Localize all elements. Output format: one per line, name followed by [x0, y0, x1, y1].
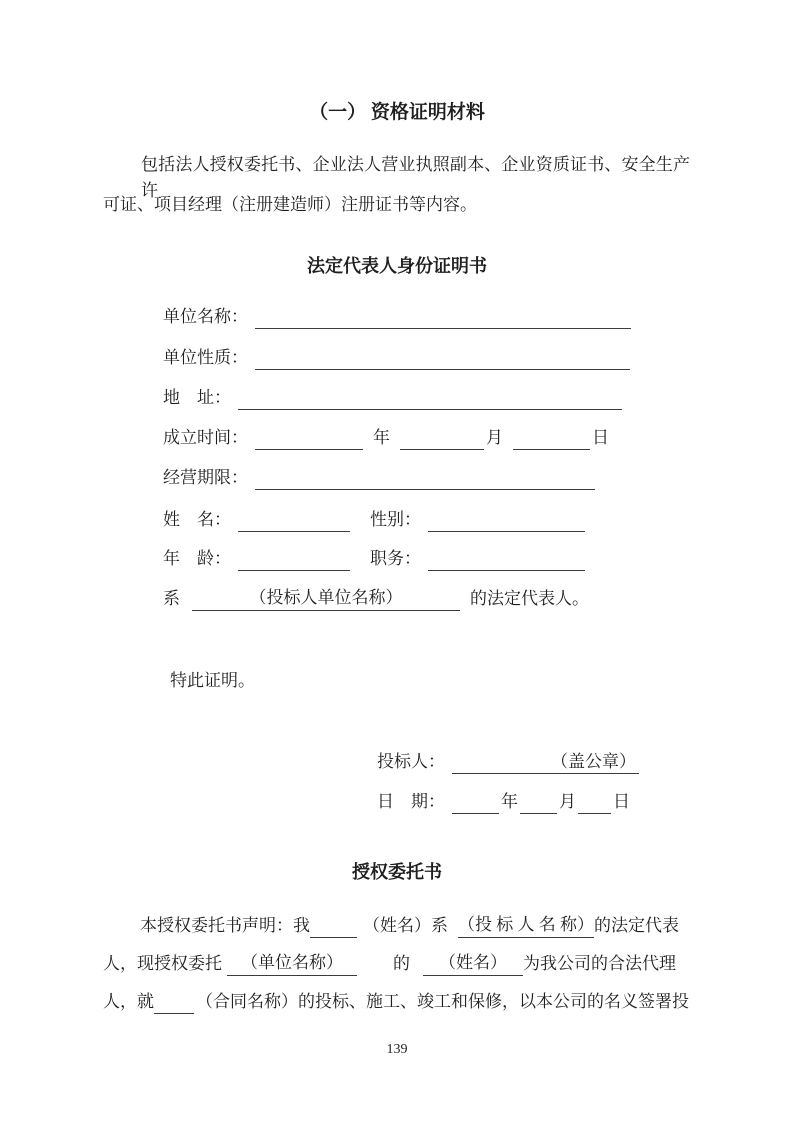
authorization-line2: [103, 951, 676, 976]
auth-line1-pre: 本授权委托书声明：我: [140, 916, 310, 935]
section-title-qualification: （一） 资格证明材料: [309, 102, 485, 123]
auth-line3-post: （合同名称）的投标、施工、竣工和保修，以本公司的名义签署投: [196, 992, 689, 1011]
authorization-line3: [103, 989, 689, 1014]
duty-label: 职务：: [370, 549, 421, 568]
bidder-seal-blank: （盖公章）: [452, 750, 639, 774]
date-year-blank: [452, 789, 499, 814]
name-label: 姓 名：: [163, 510, 231, 529]
founded-month-unit: 月: [486, 428, 503, 447]
form-row-age-duty: [163, 546, 585, 571]
page-number: 139: [386, 1042, 408, 1057]
unit-name-blank: [255, 304, 631, 329]
founded-day-blank: [513, 425, 590, 450]
date-month-blank: [520, 789, 557, 814]
form-row-name-gender: [163, 507, 585, 532]
auth-agent-name-hint-blank: （姓名）: [423, 951, 523, 976]
date-day-unit: 日: [613, 792, 630, 811]
is-suffix-label: 的法定代表人。: [470, 589, 589, 608]
duty-blank: [428, 546, 585, 571]
auth-line1-post: 的法定代表: [594, 916, 679, 935]
address-label: 地 址：: [163, 388, 231, 407]
founded-year-blank: [255, 425, 363, 450]
term-blank: [255, 465, 595, 490]
auth-line2-pre: 人，现授权委托: [103, 954, 222, 973]
unit-type-label: 单位性质：: [163, 348, 248, 367]
certificate-title: 法定代表人身份证明书: [307, 256, 487, 276]
date-month-unit: 月: [559, 792, 576, 811]
qualification-paragraph-line2: 可证、项目经理（注册建造师）注册证书等内容。: [103, 195, 477, 214]
unit-type-blank: [255, 345, 630, 370]
auth-line2-mid: 的: [393, 954, 410, 973]
bidder-unit-hint-blank: （投标人单位名称）: [192, 586, 460, 611]
form-row-is-representative: [163, 586, 589, 611]
auth-name-blank: [310, 913, 357, 938]
date-day-blank: [578, 789, 611, 814]
founded-month-blank: [400, 425, 484, 450]
unit-name-label: 单位名称：: [163, 307, 248, 326]
age-label: 年 龄：: [163, 549, 231, 568]
auth-line2-post: 为我公司的合法代理: [523, 954, 676, 973]
auth-line1-name-hint: （姓名）系: [363, 916, 448, 935]
address-blank: [238, 385, 622, 410]
certificate-statement: 特此证明。: [170, 671, 255, 690]
founded-label: 成立时间：: [163, 428, 248, 447]
signature-row-date: [377, 789, 630, 814]
auth-bidder-name-hint-blank: （投 标 人 名 称）: [458, 913, 594, 938]
date-label: 日 期：: [377, 792, 445, 811]
is-prefix-label: 系: [163, 589, 180, 608]
auth-contract-blank: [154, 989, 194, 1014]
auth-line3-pre: 人，就: [103, 992, 154, 1011]
founded-day-unit: 日: [592, 428, 609, 447]
term-label: 经营期限：: [163, 468, 248, 487]
signature-row-bidder: [377, 749, 639, 774]
form-row-unit-name: [163, 304, 631, 329]
form-row-founded-date: [163, 425, 609, 450]
authorization-title: 授权委托书: [352, 862, 442, 882]
bidder-label: 投标人：: [377, 752, 445, 771]
authorization-line1: [140, 913, 679, 938]
form-row-address: [163, 385, 622, 410]
age-blank: [238, 546, 350, 571]
form-row-unit-type: [163, 345, 630, 370]
date-year-unit: 年: [501, 792, 518, 811]
founded-year-unit: 年: [373, 428, 390, 447]
form-row-term: [163, 465, 595, 490]
gender-label: 性别：: [370, 510, 421, 529]
name-blank: [238, 507, 350, 532]
qualification-paragraph-line1: 包括法人授权委托书、企业法人营业执照副本、企业资质证书、安全生产许: [141, 155, 690, 200]
gender-blank: [428, 507, 585, 532]
auth-unit-name-hint-blank: （单位名称）: [227, 951, 357, 976]
